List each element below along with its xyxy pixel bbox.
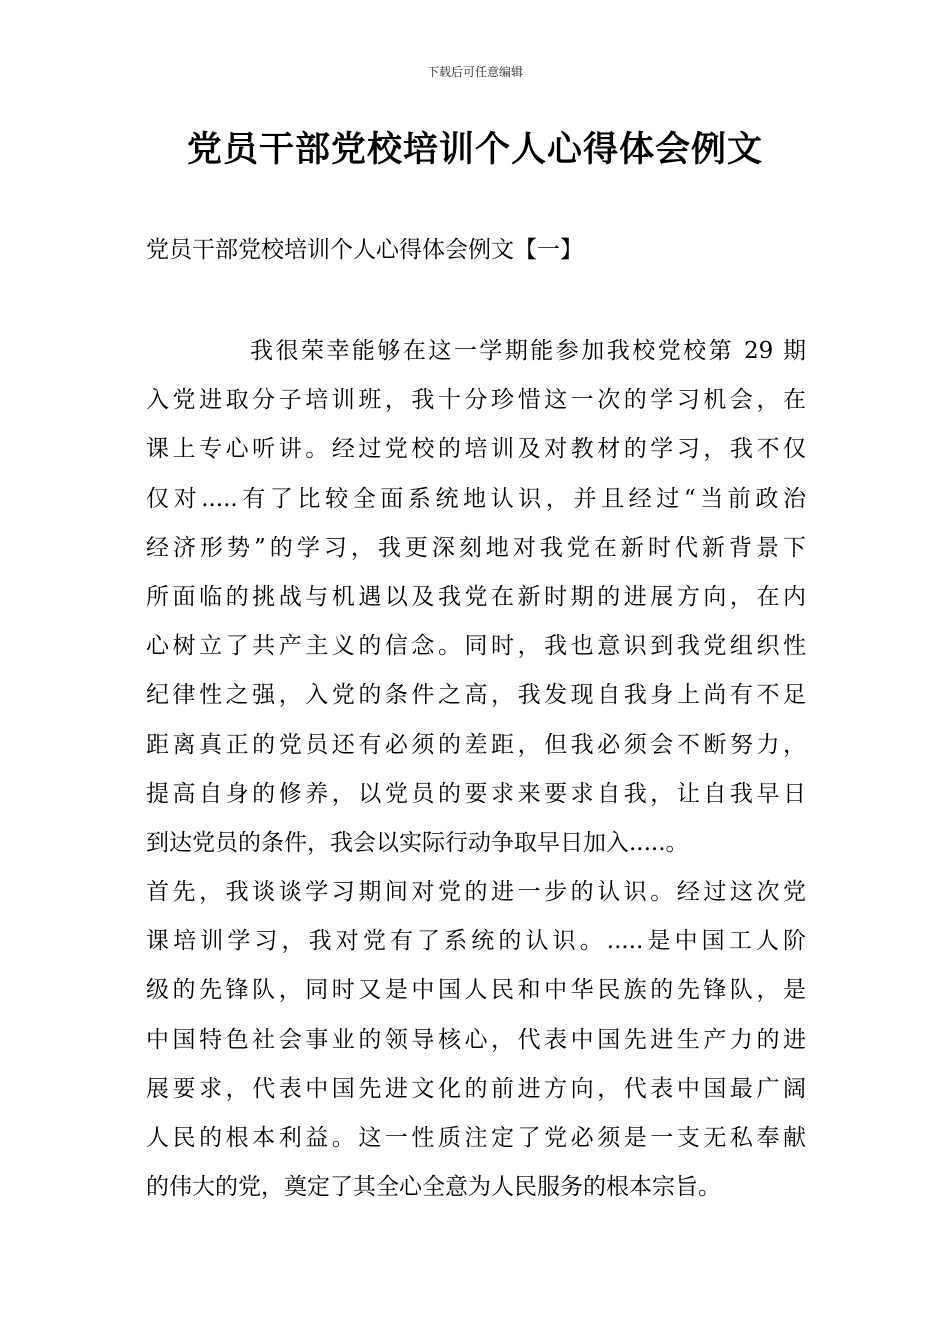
body-line: 所面临的挑战与机遇以及我党在新时期的进展方向，在内 bbox=[146, 583, 806, 610]
body-line: 课上专心听讲。经过党校的培训及对教材的学习，我不仅 bbox=[146, 436, 806, 463]
body-line: 纪律性之强，入党的条件之高，我发现自我身上尚有不足 bbox=[146, 682, 806, 709]
body-line: 课培训学习，我对党有了系统的认识。.....是中国工人阶 bbox=[146, 928, 806, 955]
body-line: 仅对.....有了比较全面系统地认识，并且经过“当前政治 bbox=[146, 485, 806, 512]
document-title: 党员干部党校培训个人心得体会例文 bbox=[186, 130, 763, 170]
body-line: 我很荣幸能够在这一学期能参加我校党校第 29 期 bbox=[250, 338, 806, 364]
body-paragraph bbox=[146, 327, 806, 1212]
body-line: 入党进取分子培训班，我十分珍惜这一次的学习机会，在 bbox=[146, 387, 806, 414]
body-line: 级的先锋队，同时又是中国人民和中华民族的先锋队，是 bbox=[146, 977, 806, 1004]
body-line: 首先，我谈谈学习期间对党的进一步的认识。经过这次党 bbox=[146, 879, 806, 906]
body-line: 的伟大的党，奠定了其全心全意为人民服务的根本宗旨。 bbox=[146, 1174, 721, 1201]
page-header-note: 下载后可任意编辑 bbox=[426, 65, 523, 79]
body-line: 距离真正的党员还有必须的差距，但我必须会不断努力， bbox=[146, 731, 806, 758]
body-line: 提高自身的修养，以党员的要求来要求自我，让自我早日 bbox=[146, 780, 806, 807]
body-line: 到达党员的条件，我会以实际行动争取早日加入.....。 bbox=[146, 829, 689, 856]
body-line: 心树立了共产主义的信念。同时，我也意识到我党组织性 bbox=[146, 633, 806, 660]
body-line: 展要求，代表中国先进文化的前进方向，代表中国最广阔 bbox=[146, 1075, 806, 1102]
body-line: 人民的根本利益。这一性质注定了党必须是一支无私奉献 bbox=[146, 1125, 806, 1151]
body-line: 经济形势”的学习，我更深刻地对我党在新时代新背景下 bbox=[146, 534, 806, 561]
body-line: 中国特色社会事业的领导核心，代表中国先进生产力的进 bbox=[146, 1026, 806, 1053]
section-heading: 党员干部党校培训个人心得体会例文【一】 bbox=[146, 237, 583, 263]
